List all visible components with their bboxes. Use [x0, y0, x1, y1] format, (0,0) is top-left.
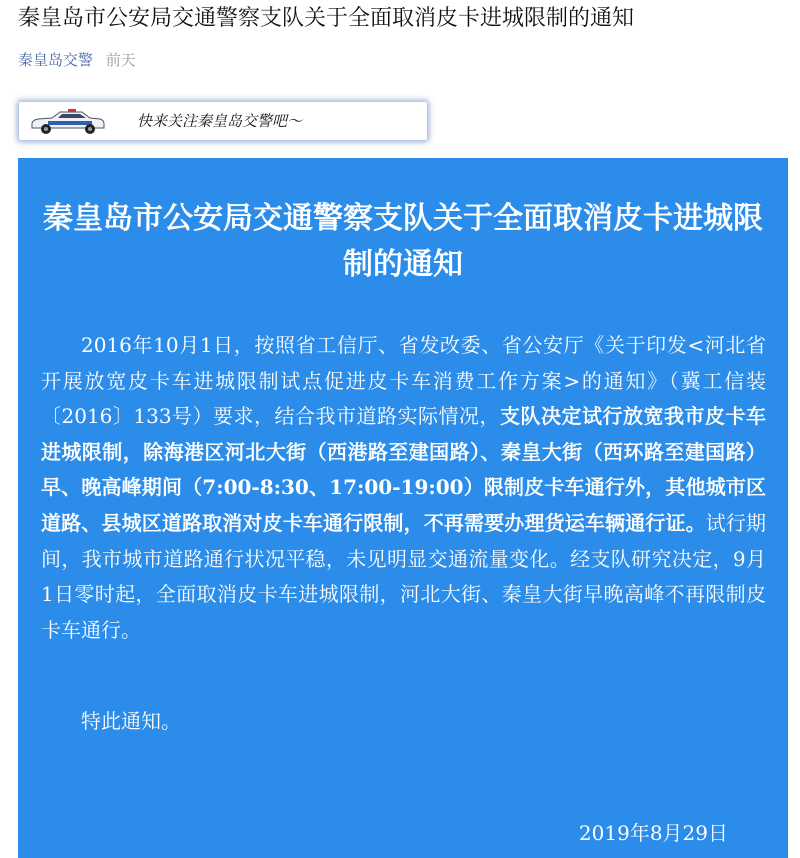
- author-link[interactable]: 秦皇岛交警: [18, 51, 94, 69]
- banner-slogan: 快来关注秦皇岛交警吧～: [137, 112, 303, 130]
- article-title: 秦皇岛市公安局交通警察支队关于全面取消皮卡进城限制的通知: [18, 6, 635, 31]
- notice-body-bold: 支队决定试行放宽我市皮卡车进城限制，除海港区河北大街（西港路至建国路）、秦皇大街（西环路至建国路）早、晚高峰期间（7:00-8:30、17:00-19:00）限制皮卡车通行外，其他城市区道路、县城区道路取消对皮卡车通行限制，不再需要办理货运车辆通行证。: [41, 404, 767, 535]
- notice-body-text-2: 试行期间，我市城市道路通行状况平稳，未见明显交通流量变化。经支队研究决定，9月1日零时起，全面取消皮卡车进城限制，河北大街、秦皇大街早晚高峰不再限制皮卡车通行。: [41, 510, 767, 642]
- police-car-icon: [28, 108, 106, 136]
- notice-date: 2019年8月29日: [578, 821, 728, 845]
- notice-body-text-1: 2016年10月1日，按照省工信厅、省发改委、省公安厅《关于印发<河北省开展放宽皮卡车进城限制试点促进皮卡车消费工作方案>的通知》（冀工信装〔2016〕133号）要求，结合我市道路实际情况，: [41, 333, 766, 429]
- notice-closing: 特此通知。: [81, 709, 181, 733]
- follow-banner: [19, 102, 427, 140]
- notice-title: 秦皇岛市公安局交通警察支队关于全面取消皮卡进城限制的通知: [43, 201, 763, 282]
- notice-body: [41, 328, 766, 648]
- notice-card: [18, 158, 788, 858]
- publish-time: 前天: [105, 51, 136, 69]
- article-meta: [18, 49, 136, 71]
